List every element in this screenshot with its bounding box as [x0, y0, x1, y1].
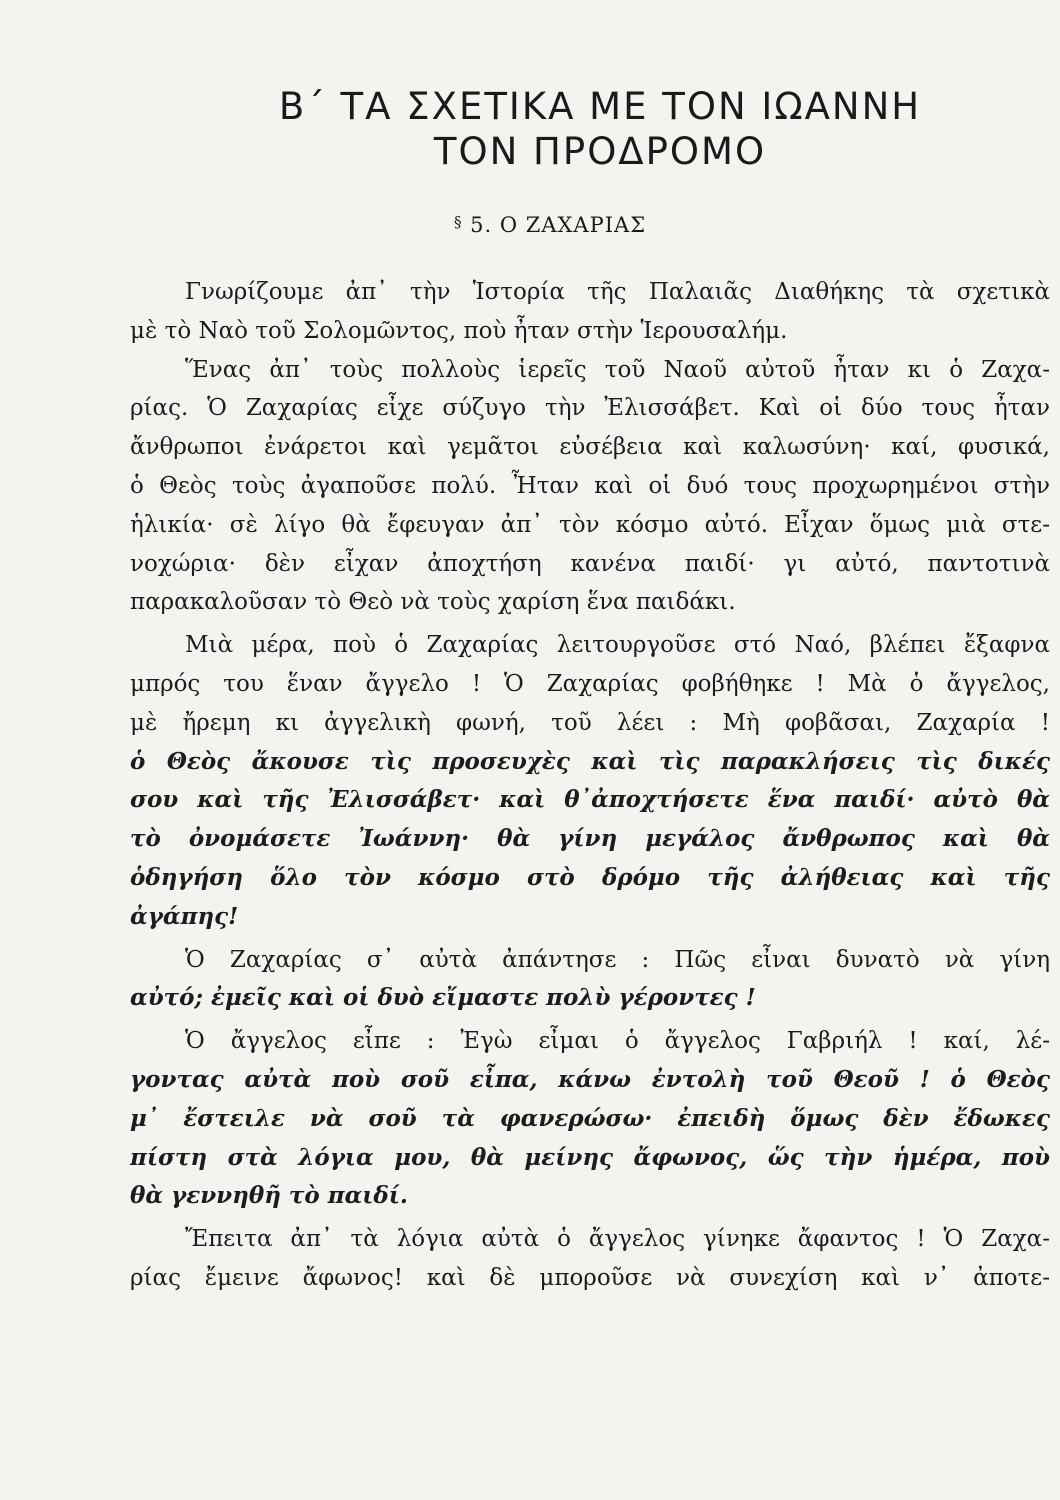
text-line: αὐτό; ἐμεῖς καὶ οἱ δυὸ εἴμαστε πολὺ γέροντες ! — [130, 984, 756, 1012]
text-line: ἀγάπης! — [130, 902, 239, 930]
text-line: Ἕνας ἀπ᾽ τοὺς πολλοὺς ἱερεῖς τοῦ Ναοῦ αὐτοῦ ἦταν κι ὁ Ζαχα- — [185, 356, 1050, 383]
text-line: ὁδηγήση ὅλο τὸν κόσμο στὸ δρόμο τῆς ἀλήθειας καὶ τῆς — [130, 863, 1050, 891]
text-line: θὰ γεννηθῆ τὸ παιδί. — [130, 1182, 408, 1210]
text-line: μπρός του ἕναν ἄγγελο ! Ὁ Ζαχαρίας φοβήθηκε ! Μὰ ὁ ἄγγελος, — [130, 670, 1050, 697]
text-line: ὁ Θεὸς ἄκουσε τὶς προσευχὲς καὶ τὶς παρακλήσεις τὶς δικές — [130, 747, 1050, 775]
section-sign: § — [453, 213, 463, 231]
text-line: γοντας αὐτὰ ποὺ σοῦ εἶπα, κάνω ἐντολὴ τοῦ Θεοῦ ! ὁ Θεὸς — [130, 1065, 1050, 1093]
body-text — [130, 273, 1050, 1298]
chapter-heading-line-2: ΤΟΝ ΠΡΟΔΡΟΜΟ — [433, 130, 767, 173]
text-line: ἡλικία· σὲ λίγο θὰ ἔφευγαν ἀπ᾽ τὸν κόσμο αὐτό. Εἶχαν ὅμως μιὰ στε- — [130, 511, 1050, 538]
text-line: πίστη στὰ λόγια μου, θὰ μείνης ἄφωνος, ὥς τὴν ἡμέρα, ποὺ — [130, 1143, 1050, 1171]
text-line: τὸ ὀνομάσετε Ἰωάννη· θὰ γίνη μεγάλος ἄνθρωπος καὶ θὰ — [130, 825, 1050, 853]
text-line: ὁ Θεὸς τοὺς ἀγαποῦσε πολύ. Ἦταν καὶ οἱ δυό τους προχωρημένοι στὴν — [130, 472, 1050, 499]
text-line: ρίας ἔμεινε ἄφωνος! καὶ δὲ μποροῦσε νὰ συνεχίση καὶ ν᾽ ἀποτε- — [130, 1264, 1050, 1291]
text-line: νοχώρια· δὲν εἶχαν ἀποχτήση κανένα παιδί· γι αὐτό, παντοτινὰ — [130, 550, 1050, 577]
text-line: ρίας. Ὁ Ζαχαρίας εἶχε σύζυγο τὴν Ἐλισσάβετ. Καὶ οἱ δύο τους ἦταν — [130, 395, 1050, 422]
section-title-text: 5. Ο ΖΑΧΑΡΙΑΣ — [470, 213, 647, 237]
text-line: Μιὰ μέρα, ποὺ ὁ Ζαχαρίας λειτουργοῦσε στό Ναό, βλέπει ἔξαφνα — [185, 632, 1050, 659]
chapter-heading-line-1: Β΄ ΤΑ ΣΧΕΤΙΚΑ ΜΕ ΤΟΝ ΙΩΑΝΝΗ — [278, 85, 922, 128]
text-line: Ἔπειτα ἀπ᾽ τὰ λόγια αὐτὰ ὁ ἄγγελος γίνηκε ἄφαντος ! Ὁ Ζαχα- — [185, 1226, 1050, 1253]
text-line: ἄνθρωποι ἐνάρετοι καὶ γεμᾶτοι εὐσέβεια καὶ καλωσύνη· καί, φυσικά, — [130, 434, 1050, 461]
text-line: μὲ τὸ Ναὸ τοῦ Σολομῶντος, ποὺ ἦταν στὴν Ἱερουσαλήμ. — [130, 317, 788, 344]
text-line: Ὁ ἄγγελος εἶπε : Ἐγὼ εἶμαι ὁ ἄγγελος Γαβριήλ ! καί, λέ- — [185, 1028, 1050, 1055]
text-line: σου καὶ τῆς Ἐλισσάβετ· καὶ θ᾽ἀποχτήσετε ἕνα παιδί· αὐτὸ θὰ — [130, 786, 1050, 814]
text-line: Γνωρίζουμε ἀπ᾽ τὴν Ἱστορία τῆς Παλαιᾶς Διαθήκης τὰ σχετικὰ — [185, 279, 1050, 305]
text-line: μ᾽ ἔστειλε νὰ σοῦ τὰ φανερώσω· ἐπειδὴ ὅμως δὲν ἔδωκες — [130, 1104, 1050, 1132]
text-line: μὲ ἤρεμη κι ἀγγελικὴ φωνή, τοῦ λέει : Μὴ φοβᾶσαι, Ζαχαρία ! — [130, 709, 1050, 736]
section-title — [260, 213, 840, 237]
text-line: παρακαλοῦσαν τὸ Θεὸ νὰ τοὺς χαρίση ἕνα παιδάκι. — [130, 589, 736, 616]
text-line: Ὁ Ζαχαρίας σ᾽ αὐτὰ ἀπάντησε : Πῶς εἶναι δυνατὸ νὰ γίνη — [185, 946, 1050, 973]
